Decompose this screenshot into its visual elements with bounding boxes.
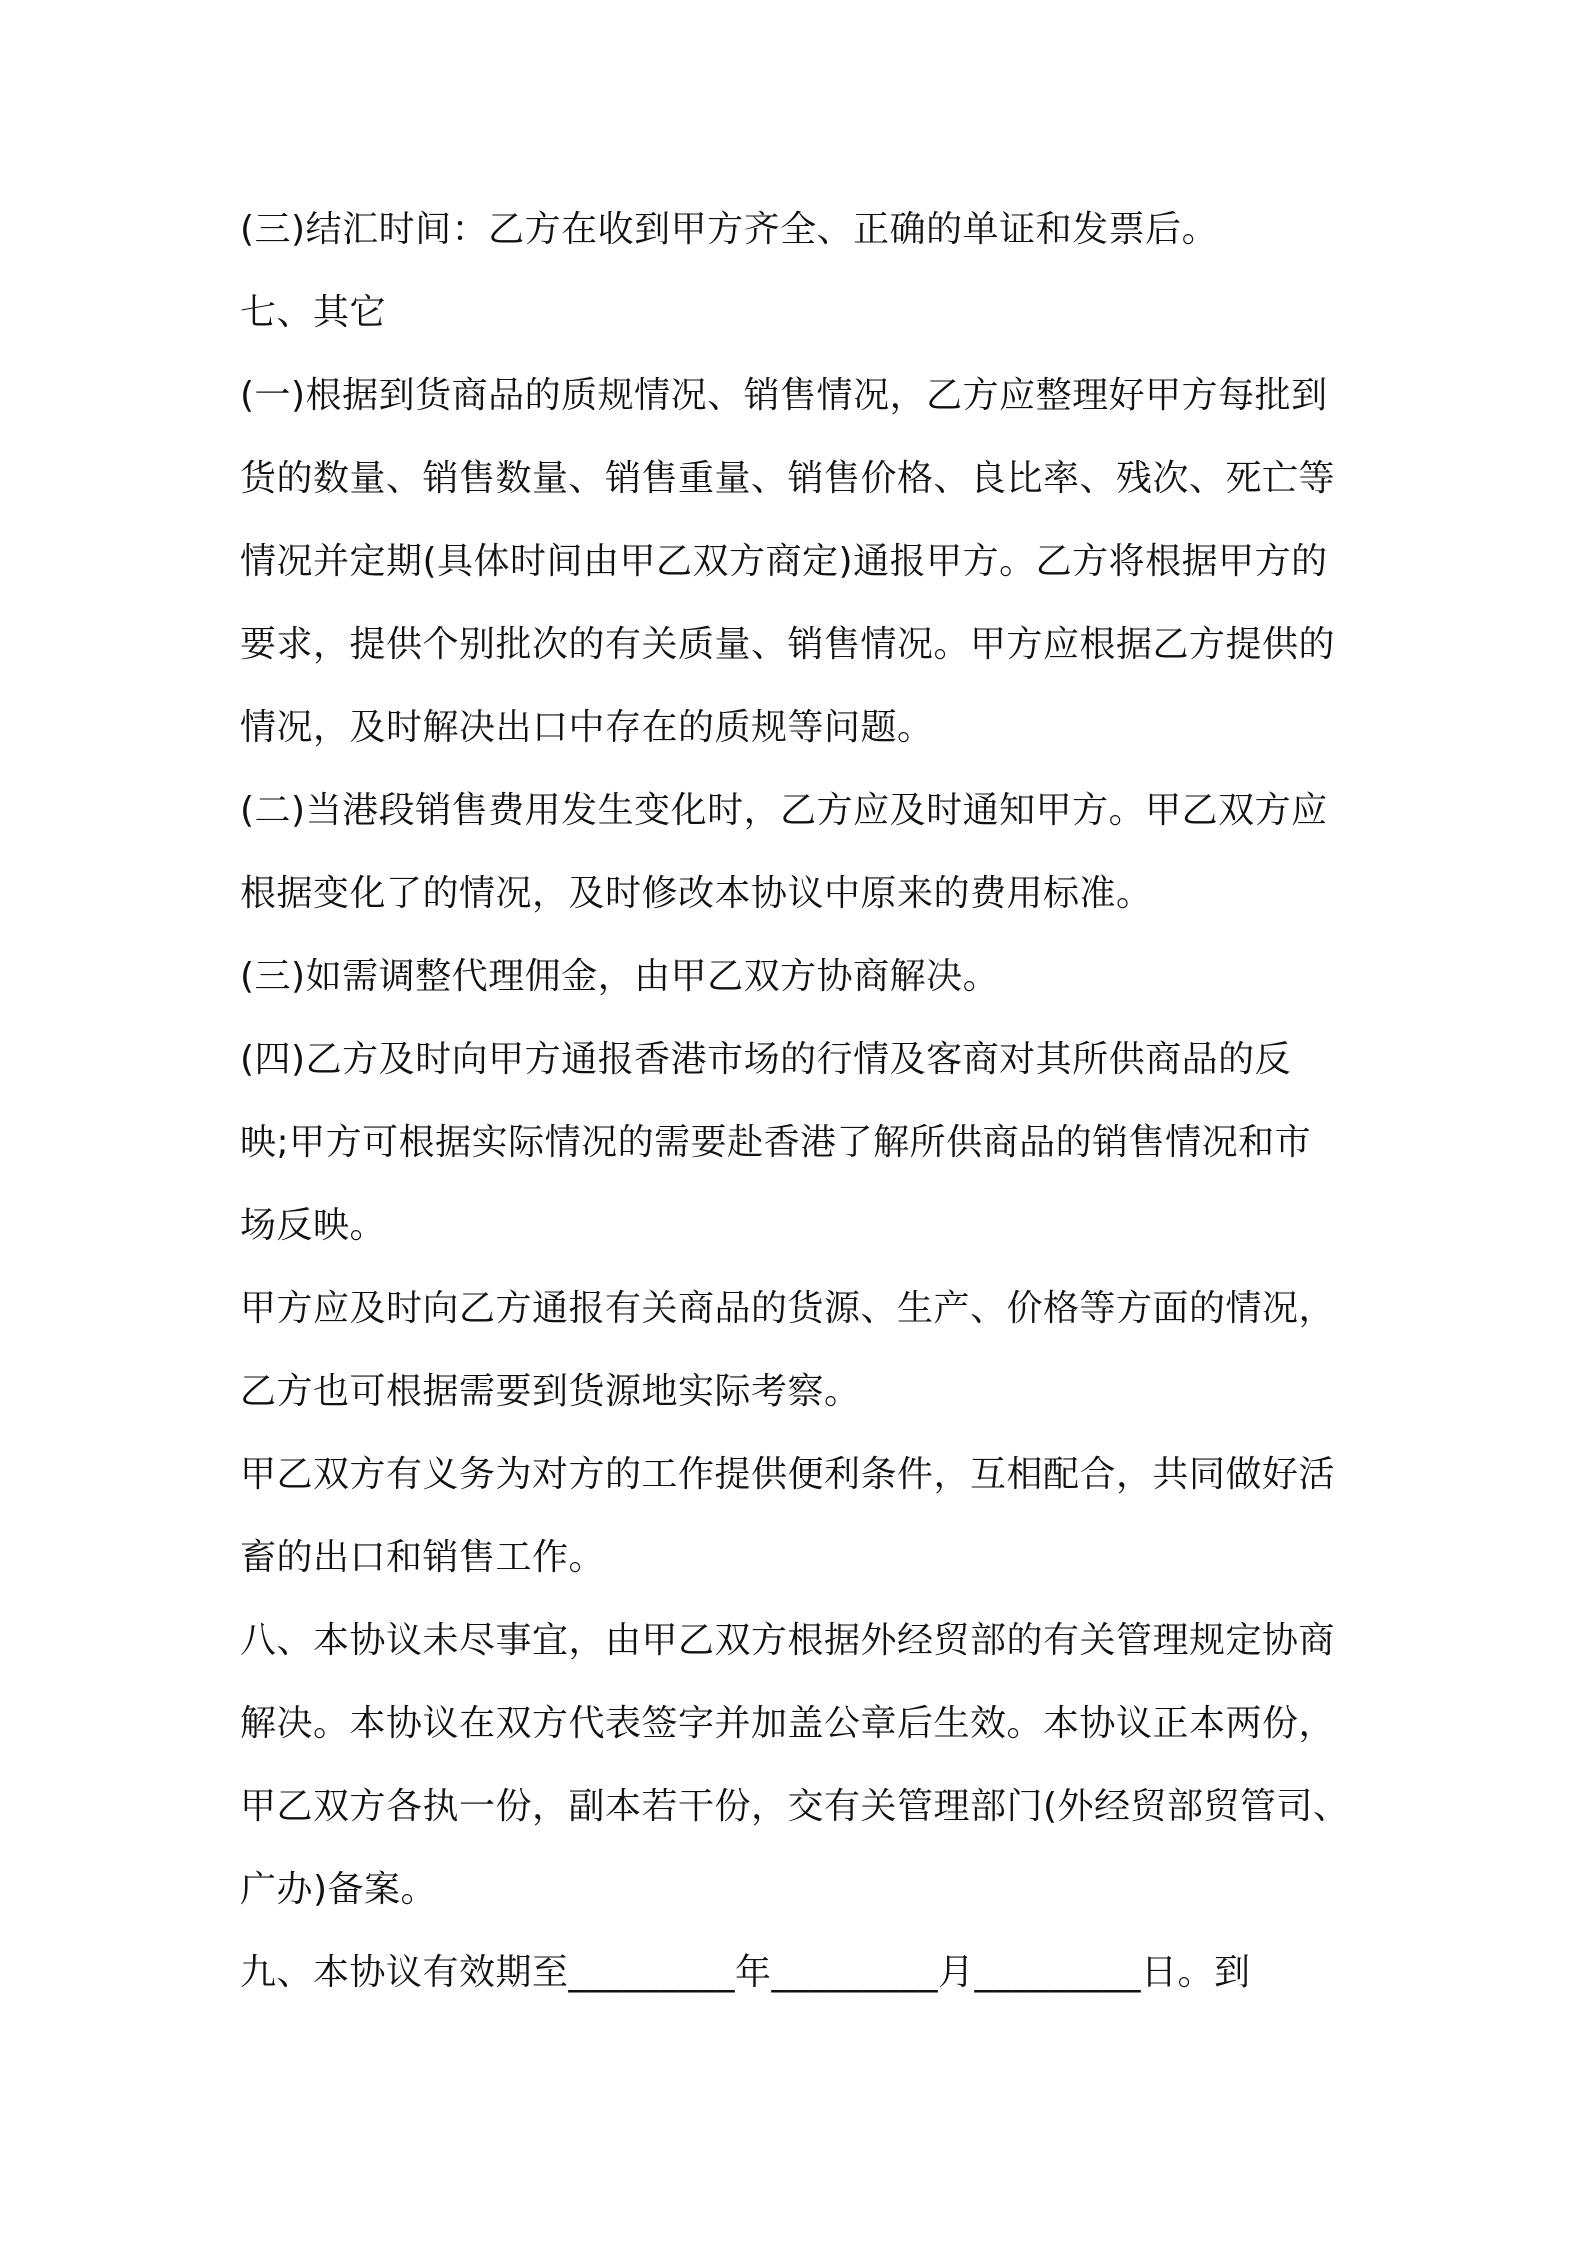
text-line: 甲乙双方各执一份，副本若干份，交有关管理部门(外经贸部贸管司、 — [240, 1786, 1350, 1827]
text-line: 场反映。 — [240, 1205, 387, 1246]
text-line: 根据变化了的情况，及时修改本协议中原来的费用标准。 — [240, 873, 1153, 914]
document-body — [240, 188, 1370, 2014]
text-line: 甲方应及时向乙方通报有关商品的货源、生产、价格等方面的情况， — [240, 1288, 1336, 1329]
text-line: (三)结汇时间：乙方在收到甲方齐全、正确的单证和发票后。 — [240, 209, 1219, 250]
text-line: 要求，提供个别批次的有关质量、销售情况。甲方应根据乙方提供的 — [240, 624, 1336, 665]
text-line: 广办)备案。 — [240, 1869, 438, 1910]
text-line: (二)当港段销售费用发生变化时，乙方应及时通知甲方。甲乙双方应 — [240, 790, 1328, 831]
text-line: (一)根据到货商品的质规情况、销售情况，乙方应整理好甲方每批到 — [240, 375, 1328, 416]
section-heading: 七、其它 — [240, 292, 387, 333]
text-line: 八、本协议未尽事宜，由甲乙双方根据外经贸部的有关管理规定协商 — [240, 1620, 1336, 1661]
text-line: 乙方也可根据需要到货源地实际考察。 — [240, 1371, 861, 1412]
text-line: 情况，及时解决出口中存在的质规等问题。 — [240, 707, 934, 748]
text-line: (三)如需调整代理佣金，由甲乙双方协商解决。 — [240, 956, 1000, 997]
text-line: (四)乙方及时向甲方通报香港市场的行情及客商对其所供商品的反 — [240, 1039, 1292, 1080]
text-line: 畜的出口和销售工作。 — [240, 1537, 606, 1578]
text-line: 九、本协议有效期至_________年_________月_________日。到 — [240, 1952, 1251, 1993]
text-line: 解决。本协议在双方代表签字并加盖公章后生效。本协议正本两份， — [240, 1703, 1336, 1744]
text-line: 货的数量、销售数量、销售重量、销售价格、良比率、残次、死亡等 — [240, 458, 1336, 499]
text-line: 甲乙双方有义务为对方的工作提供便利条件，互相配合，共同做好活 — [240, 1454, 1336, 1495]
text-line: 映;甲方可根据实际情况的需要赴香港了解所供商品的销售情况和市 — [240, 1122, 1312, 1163]
text-line: 情况并定期(具体时间由甲乙双方商定)通报甲方。乙方将根据甲方的 — [240, 541, 1328, 582]
